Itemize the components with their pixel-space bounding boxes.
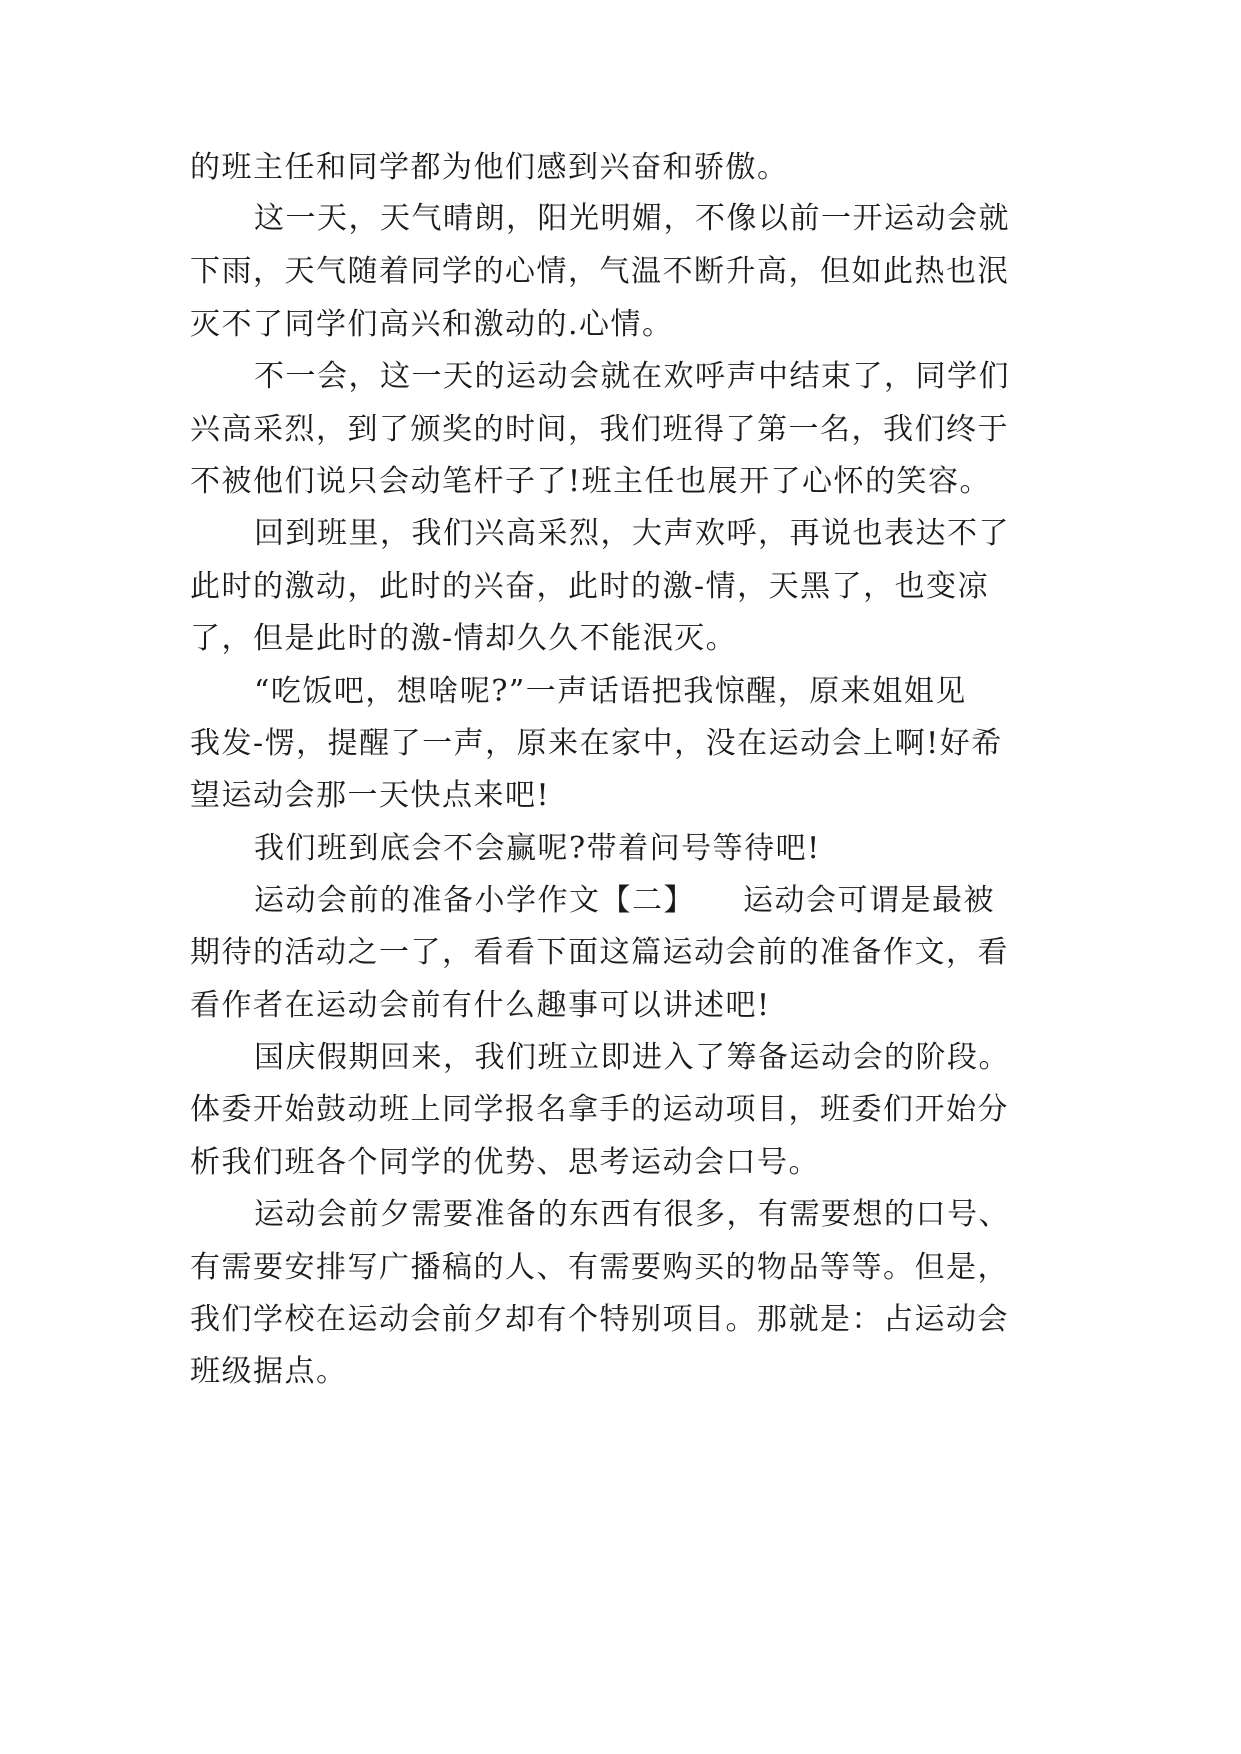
text-line: 我发-愣，提醒了一声，原来在家中，没在运动会上啊!好希 <box>190 726 1003 761</box>
text-line: 我们学校在运动会前夕却有个特别项目。那就是：占运动会 <box>190 1302 1009 1337</box>
text-line: 运动会前的准备小学作文【二】 运动会可谓是最被 <box>254 883 995 918</box>
text-line: 体委开始鼓动班上同学报名拿手的运动项目，班委们开始分 <box>190 1092 1009 1127</box>
text-line: 不被他们说只会动笔杆子了!班主任也展开了心怀的笑容。 <box>190 464 992 499</box>
text-line: 此时的激动，此时的兴奋，此时的激-情，天黑了，也变凉 <box>190 569 990 604</box>
text-line: 析我们班各个同学的优势、思考运动会口号。 <box>190 1145 820 1180</box>
text-line: 期待的活动之一了，看看下面这篇运动会前的准备作文，看 <box>190 935 1009 970</box>
text-line: 运动会前夕需要准备的东西有很多，有需要想的口号、 <box>254 1197 1010 1232</box>
text-line: 的班主任和同学都为他们感到兴奋和骄傲。 <box>190 150 789 185</box>
text-line: “吃饭吧，想啥呢?”一声话语把我惊醒，原来姐姐见 <box>254 674 967 709</box>
text-line: 这一天，天气晴朗，阳光明媚，不像以前一开运动会就 <box>254 201 1010 236</box>
text-line: 望运动会那一天快点来吧! <box>190 778 551 813</box>
text-line: 回到班里，我们兴高采烈，大声欢呼，再说也表达不了 <box>254 516 1010 551</box>
text-line: 不一会，这一天的运动会就在欢呼声中结束了，同学们 <box>254 359 1010 394</box>
text-line: 了，但是此时的激-情却久久不能泯灭。 <box>190 621 738 656</box>
text-line: 有需要安排写广播稿的人、有需要购买的物品等等。但是， <box>190 1250 1009 1285</box>
text-line: 兴高采烈，到了颁奖的时间，我们班得了第一名，我们终于 <box>190 412 1009 447</box>
text-line: 班级据点。 <box>190 1354 348 1389</box>
text-line: 看作者在运动会前有什么趣事可以讲述吧! <box>190 988 771 1023</box>
text-line: 国庆假期回来，我们班立即进入了筹备运动会的阶段。 <box>254 1040 1010 1075</box>
text-line: 我们班到底会不会赢呢?带着问号等待吧! <box>254 831 821 866</box>
text-line: 下雨，天气随着同学的心情，气温不断升高，但如此热也泯 <box>190 254 1009 289</box>
text-line: 灭不了同学们高兴和激动的.心情。 <box>190 307 674 342</box>
